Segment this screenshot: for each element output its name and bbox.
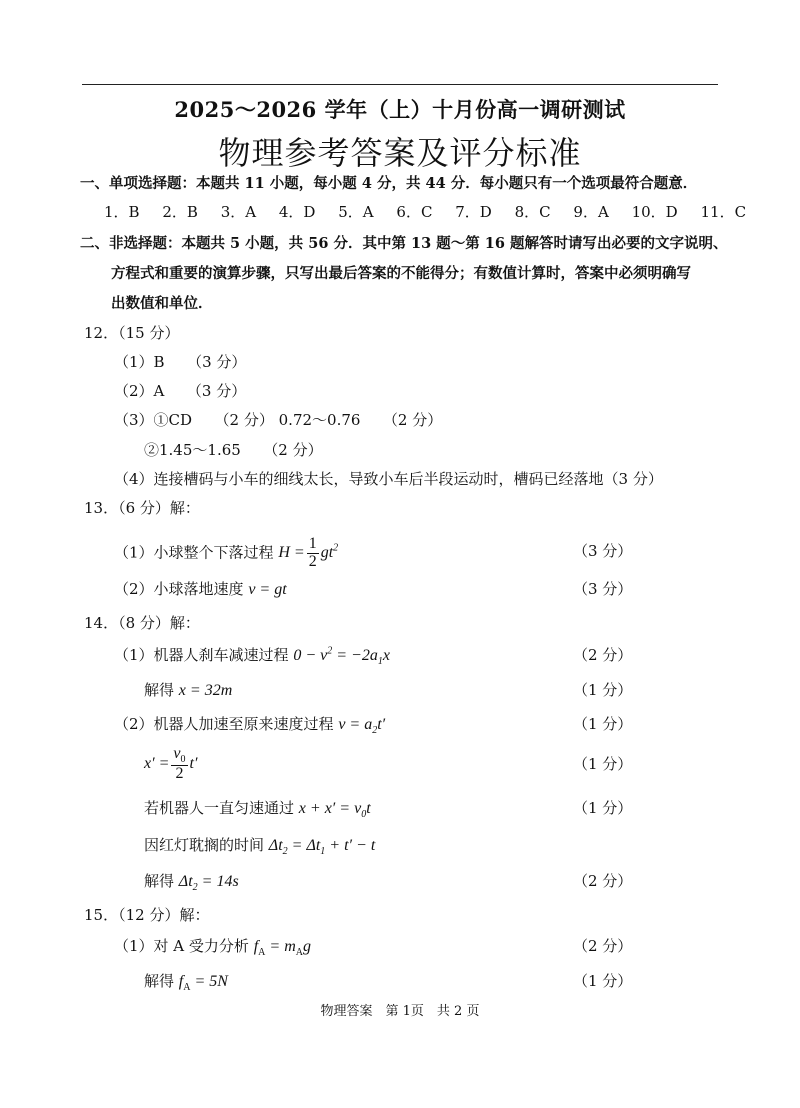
- q13-part1: [114, 524, 338, 574]
- q14-part2c-text: 若机器人一直匀速通过: [144, 799, 295, 817]
- mc-answer: 1．B: [104, 203, 140, 221]
- q13-part2: [114, 578, 287, 599]
- velocity-equation: v = gt: [248, 581, 287, 598]
- delay-equation: $\Delta t_2 = \Delta t_1 + t' - t$: [268, 837, 376, 858]
- q12-part2: （2）A （3 分）: [114, 382, 247, 400]
- q14-part1-text: （1）机器人刹车减速过程: [114, 646, 289, 664]
- section2-heading-line3: 出数值和单位．: [111, 295, 213, 312]
- q14-part1b: [144, 679, 232, 700]
- braking-equation: $0 - v^2 = -2a_1x$: [293, 645, 390, 668]
- q15-part1: [114, 935, 311, 958]
- q12-part3: （3）①CD （2 分） 0.72～0.76 （2 分）: [114, 411, 443, 429]
- q12-part4: （4）连接槽码与小车的细线太长，导致小车后半段运动时，槽码已经落地（3 分）: [114, 470, 663, 488]
- displacement-equation: x′ = $\frac{v_0}{2}$ t′: [144, 744, 198, 783]
- delay-result: $\Delta t_2 = 14s$: [178, 873, 239, 894]
- q15-part1b-points: （1 分）: [573, 972, 633, 990]
- section1-heading: 一、单项选择题：本题共 11 小题，每小题 4 分，共 44 分．每小题只有一个选项最符合题意．: [80, 175, 698, 192]
- q14-part2b: [144, 738, 197, 788]
- q15-part1b-text: 解得: [144, 972, 175, 990]
- uniform-motion-equation: $x + x' = v_0t$: [298, 800, 371, 821]
- mc-answer: 11．C: [700, 203, 747, 221]
- q13-part2-text: （2）小球落地速度: [114, 580, 244, 598]
- mc-answer: 3．A: [220, 203, 257, 221]
- q12-part1: （1）B （3 分）: [114, 353, 247, 371]
- mc-answer: 7．D: [455, 203, 492, 221]
- q14-part2-points: （1 分）: [573, 715, 633, 733]
- force-result: $f_A = 5N$: [178, 973, 228, 994]
- q14-part2e: [144, 870, 239, 893]
- q14-part2e-text: 解得: [144, 872, 175, 890]
- mc-answer: 6．C: [396, 203, 433, 221]
- exam-subtitle: 物理参考答案及评分标准: [218, 134, 582, 172]
- q14-part2b-points: （1 分）: [573, 755, 633, 773]
- top-rule: [82, 84, 718, 85]
- section2-heading-line1: 二、非选择题：本题共 5 小题，共 56 分．其中第 13 题～第 16 题解答时请写出必要的文字说明、: [80, 235, 728, 252]
- mc-answers-row: [104, 201, 746, 222]
- mc-answer: 8．C: [514, 203, 551, 221]
- mc-answer: 5．A: [338, 203, 374, 221]
- q14-part2c-points: （1 分）: [573, 799, 633, 817]
- q15-part1-text: （1）对 A 受力分析: [114, 937, 249, 955]
- q15-heading: 15．（12 分）解：: [84, 906, 210, 924]
- q14-part1-points: （2 分）: [573, 646, 633, 664]
- force-equation: $f_A = m_Ag$: [253, 938, 311, 959]
- q12-heading: 12．（15 分）: [84, 324, 180, 342]
- q15-part1-points: （2 分）: [573, 937, 633, 955]
- q14-part1b-points: （1 分）: [573, 681, 633, 699]
- section2-heading-line2: 方程式和重要的演算步骤，只写出最后答案的不能得分；有数值计算时，答案中必须明确写: [111, 265, 691, 282]
- q14-part2c: [144, 797, 371, 820]
- mc-answer: 2．B: [162, 203, 198, 221]
- q14-part2d-text: 因红灯耽搁的时间: [144, 836, 265, 854]
- mc-answer: 4．D: [278, 203, 316, 221]
- q13-part2-points: （3 分）: [573, 580, 633, 598]
- mc-answer: 9．A: [573, 203, 609, 221]
- acceleration-equation: $v = a_2t'$: [338, 716, 386, 737]
- page-footer: 物理答案 第 1页 共 2 页: [320, 1004, 480, 1019]
- q15-part1b: [144, 970, 228, 993]
- free-fall-equation: H = $\frac{1}{2}$ $gt^2$: [278, 535, 339, 571]
- q14-part2-text: （2）机器人加速至原来速度过程: [114, 715, 334, 733]
- distance-result: x = 32m: [178, 682, 233, 699]
- q13-part1-points: （3 分）: [573, 542, 633, 560]
- q14-part2e-points: （2 分）: [573, 872, 633, 890]
- q14-part1b-text: 解得: [144, 681, 175, 699]
- exam-title: 2025～2026 学年（上）十月份高一调研测试: [174, 97, 626, 122]
- q14-part1: [114, 644, 390, 667]
- q13-heading: 13．（6 分）解：: [84, 499, 200, 517]
- q14-heading: 14．（8 分）解：: [84, 614, 200, 632]
- q13-part1-text: （1）小球整个下落过程: [114, 543, 274, 562]
- mc-answer: 10．D: [631, 203, 678, 221]
- q12-part3b: ②1.45～1.65 （2 分）: [144, 441, 323, 459]
- q14-part2: [114, 713, 385, 736]
- q14-part2d: [144, 834, 375, 857]
